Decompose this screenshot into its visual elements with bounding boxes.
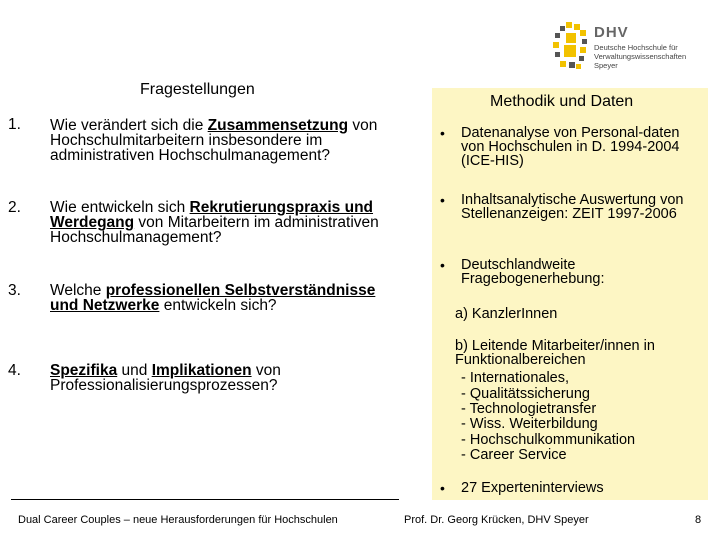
survey-group-b: b) Leitende Mitarbeiter/innen in Funktionalbereichen [455,338,655,368]
question-number: 4. [8,362,21,379]
method-item-4: 27 Experteninterviews [461,480,604,496]
method-item-3: Deutschlandweite Fragebogenerhebung: [461,257,605,287]
question-number: 1. [8,116,21,133]
page-number: 8 [695,514,702,526]
dhv-logo [552,22,702,82]
question-number: 2. [8,199,21,216]
footer-title: Dual Career Couples – neue Herausforderungen für Hochschulen [18,514,338,526]
footer-author: Prof. Dr. Georg Krücken, DHV Speyer [404,514,589,526]
right-heading: Methodik und Daten [490,93,634,110]
question-3: Welche professionellen Selbstverständnisse und Netzwerke entwickeln sich? [50,282,376,314]
question-2: Wie entwickeln sich Rekrutierungspraxis und Werdegang von Mitarbeitern im administrativen Hochschulmanagement? [50,199,379,246]
dhv-logo-mark-icon [552,22,588,72]
method-item-2: Inhaltsanalytische Auswertung von Stellenanzeigen: ZEIT 1997-2006 [461,192,684,222]
logo-brand: DHV [594,24,629,41]
survey-group-a: a) KanzlerInnen [455,306,558,322]
functional-area: - Technologietransfer [461,401,597,417]
bullet-icon: • [440,257,445,273]
question-number: 3. [8,282,21,299]
functional-area: - Hochschulkommunikation [461,432,636,448]
functional-area: - Wiss. Weiterbildung [461,416,598,432]
bullet-icon: • [440,125,445,141]
question-4: Spezifika und Implikationen von Professionalisierungsprozessen? [50,362,281,394]
method-item-1: Datenanalyse von Personal-daten von Hochschulen in D. 1994-2004 (ICE-HIS) [461,125,680,169]
logo-subline: Deutsche Hochschule für Verwaltungswissenschaften Speyer [594,43,687,70]
functional-area: - Career Service [461,447,567,463]
functional-area: - Internationales, [461,370,570,386]
bullet-icon: • [440,192,445,208]
bullet-icon: • [440,480,445,496]
footer-divider [11,499,399,500]
functional-area: - Qualitätssicherung [461,386,590,402]
left-heading: Fragestellungen [140,81,255,98]
question-1: Wie verändert sich die Zusammensetzung von Hochschulmitarbeitern insbesondere im administrativen Hochschulmanagement? [50,117,378,164]
